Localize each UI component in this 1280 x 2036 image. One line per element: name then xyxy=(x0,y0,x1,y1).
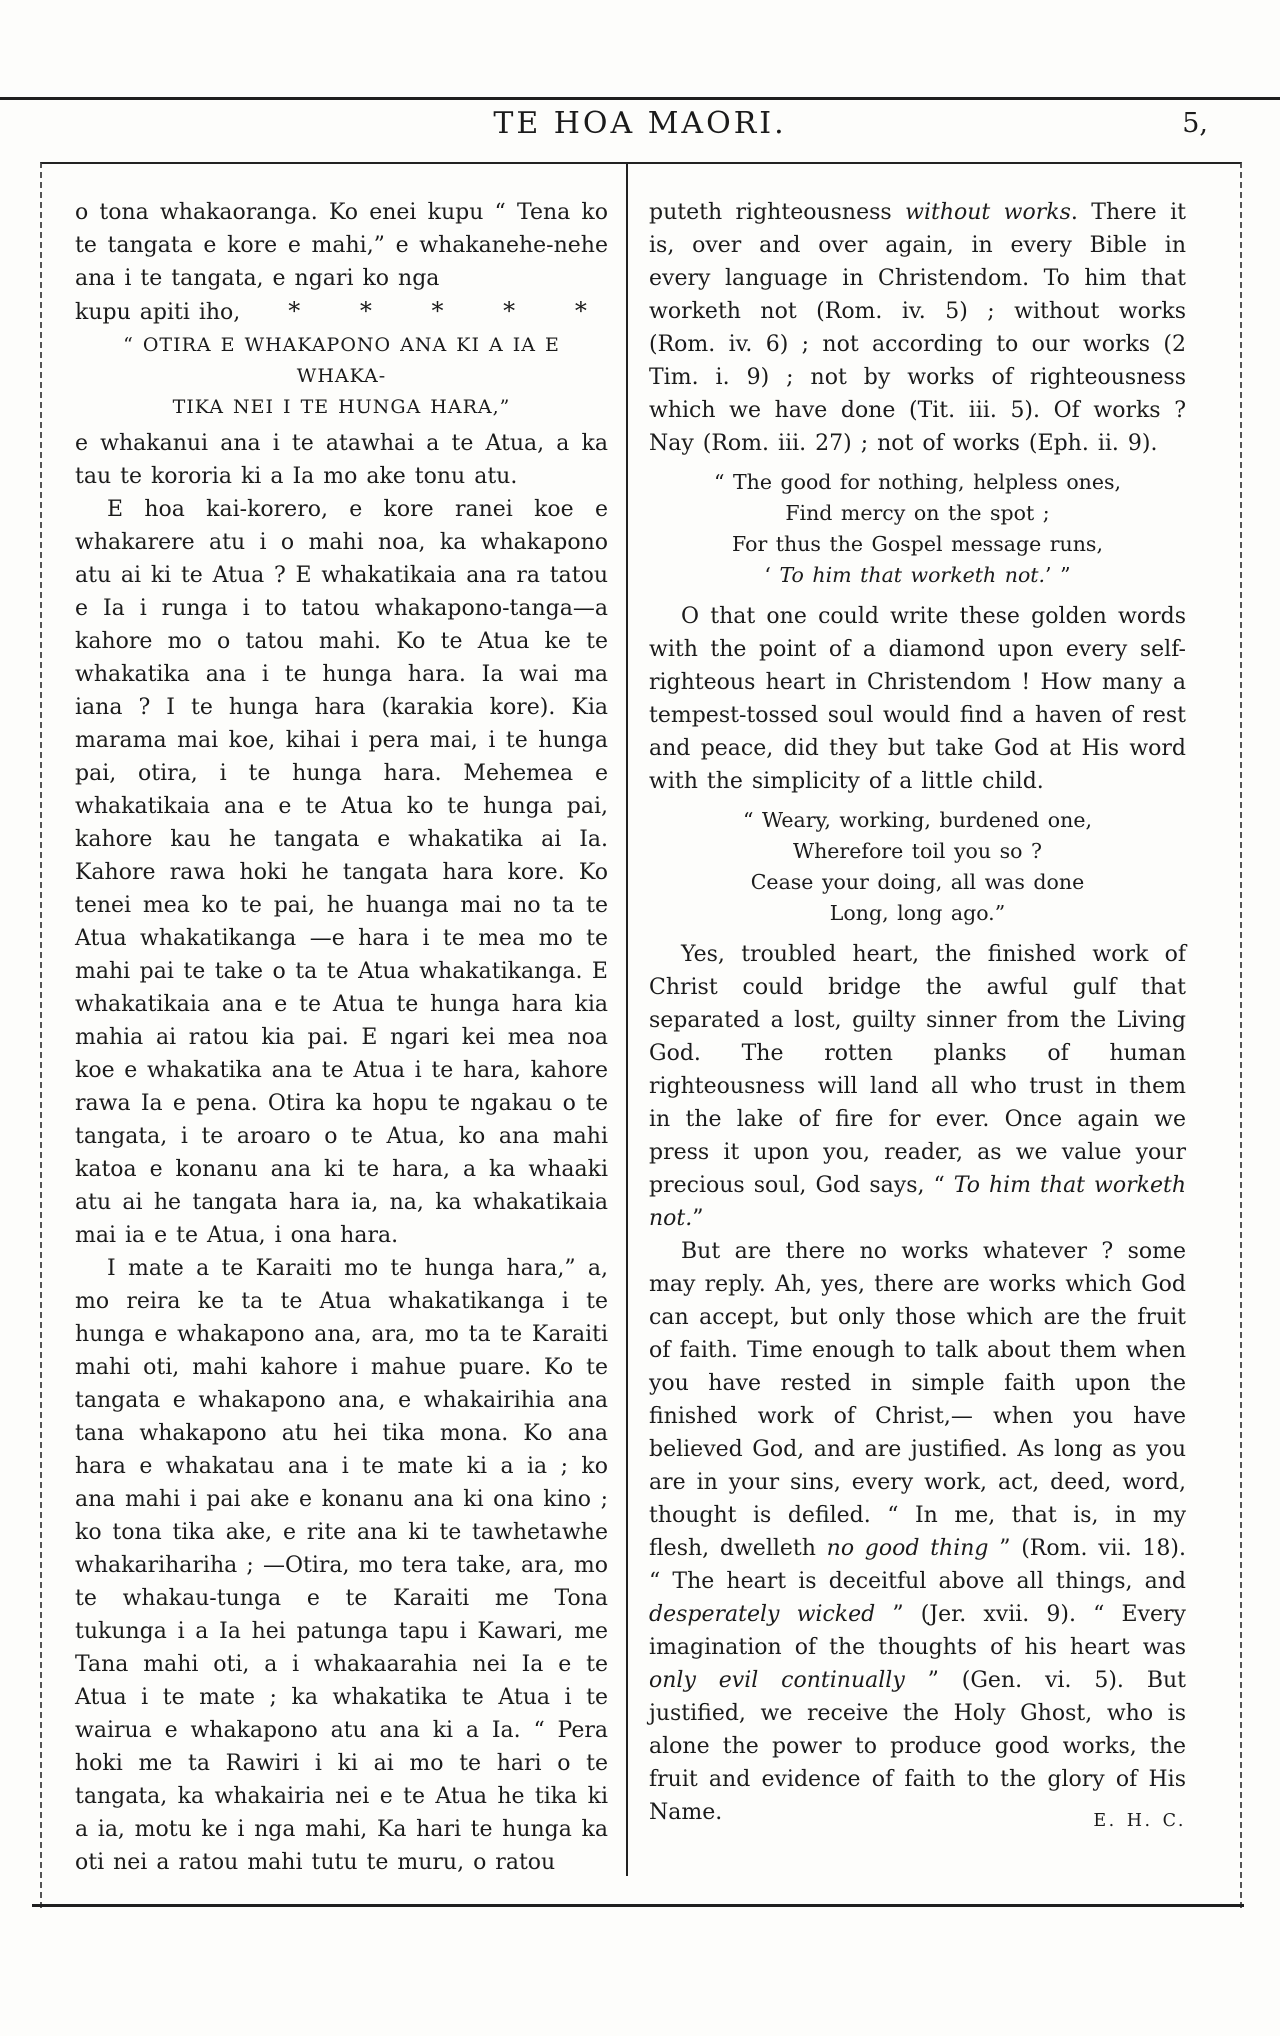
paragraph-maori-e-hoa: E hoa kai-korero, e kore ranei koe e whakarere atu i o mahi noa, ka whakapono atu ai ki te Atua ? E whakatikaia ana ra tatou e Ia i runga i to tatou whakapono-tanga—a kahore mo o tatou mahi. Ko te Atua ke te whakatika ana i te hunga hara. Ia wai ma iana ? I te hunga hara (karakia kore). Kia marama mai koe, kihai i pera mai, i te hunga pai, otira, i te hunga hara. Mehemea e whakatikaia ana e te Atua ko te hunga pai, kahore kau he tangata e whakatika ai Ia. Kahore rawa hoki he tangata hara kore. Ko tenei mea ko te pai, he huanga mai no ta te Atua whakatikanga —e hara i te mea mo te mahi pai te take o ta te Atua whakatikanga. E whakatikaia ana e te Atua te hunga hara kia mahia ai ratou kia pai. E ngari kei mea noa koe e whakatika ana te Atua i te hara, kahore rawa Ia e pena. Otira ka hopu te ngakau o te tangata, i te aroaro o te Atua, ko ana mahi katoa e konanu ana ki te hara, a ka whaaki atu ai he tangata hara ia, na, ka whakatikaia mai ia e te Atua, i ona hara. xyxy=(75,497,608,1248)
paragraph-maori-continuation: o tona whakaoranga. Ko enei kupu “ Tena ko te tangata e kore e mahi,” e whakanehe-nehe ana i te tangata, e ngari ko nga xyxy=(75,200,608,291)
paragraph-english-final xyxy=(649,1235,1186,1829)
paragraph-english-yes-troubled xyxy=(649,938,1186,1235)
poem-line: Wherefore toil you so ? xyxy=(793,839,1042,863)
poem-line: Long, long ago.” xyxy=(829,901,1006,925)
header-top-rule xyxy=(0,97,1280,100)
paragraph-text: But are there no works whatever ? some may reply. Ah, yes, there are works which God can accept, but only those which are the fruit of faith. Time enough to talk about them when you have rested in simple faith upon the finished work of Christ,— when you have believed God, and are justified. As long as you are in your sins, every work, act, deed, word, thought is defiled. “ In me, that is, in my flesh, dwelleth no good thing ” (Rom. vii. 18). “ The heart is deceitful above all things, and desperately wicked ” (Jer. xvii. 9). “ Every imagination of the thoughts of his heart was only evil continually ” (Gen. vi. 5). But justified, we receive the Holy Ghost, who is alone the power to produce good works, the fruit and evidence of faith to the glory of His Name. xyxy=(649,1239,1186,1825)
poem-line: “ Weary, working, burdened one, xyxy=(742,808,1092,832)
paragraph-text: Yes, troubled heart, the finished work of Christ could bridge the awful gulf that separated a lost, guilty sinner from the Living God. The rotten planks of human righteousness will land all who trust in them in the lake of fire for ever. Once again we press it upon you, reader, as we value your precious soul, God says, “ To him that worketh not.” xyxy=(649,942,1186,1231)
smallcaps-heading xyxy=(75,330,608,423)
footer-rule xyxy=(32,1904,1244,1907)
page-title: TE HOA MAORI. xyxy=(493,106,787,141)
paragraph-english-golden-words: O that one could write these golden words with the point of a diamond upon every self-righteous heart in Christendom ! How many a tempest-tossed soul would find a haven of rest and peace, did they but take God at His word with the simplicity of a little child. xyxy=(649,604,1186,794)
stars-row-label: kupu apiti iho, xyxy=(75,300,241,325)
asterisk-separator: * * * * * xyxy=(288,297,587,325)
smallcaps-heading-line-1: “ OTIRA E WHAKAPONO ANA KI A IA E WHAKA- xyxy=(123,334,560,387)
paragraph-maori-i-mate: I mate a te Karaiti mo te hunga hara,” a, mo reira ke ta te Atua whakatikanga i te hunga e whakapono ana, ara, mo ta te Karaiti mahi oti, mahi kahore i mahue puare. Ko te tangata e whakapono ana, e whakairihia ana tana whakapono atu hei tika mona. Ko ana hara e whakatau ana i te mate ki a ia ; ko ana mahi i pai ake e konanu ana ki ona kino ; ko tona tika ake, e rite ana ki te tawhetawhe whakarihariha ; —Otira, mo tera take, ara, mo te whakau-tunga e te Karaiti me Tona tukunga i a Ia hei patunga tapu i Kawari, me Tana mahi oti, a i whakaarahia nei Ia e te Atua i te mate ; ka whakatika te Atua i te wairua e whakapono atu ana ki a Ia. “ Pera hoki me ta Rawiri i ki ai mo te hari o te tangata, ka whakairia nei e te Atua he tika ki a ia, motu ke i nga mahi, Ka hari te hunga ka oti nei a ratou mahi tutu te muru, o ratou xyxy=(75,1256,608,1875)
poem-line: Find mercy on the spot ; xyxy=(785,501,1050,525)
author-initials: E. H. C. xyxy=(1093,1811,1186,1831)
paragraph-english-continuation xyxy=(649,196,1186,460)
poem-line: “ The good for nothing, helpless ones, xyxy=(713,470,1122,494)
left-column-maori xyxy=(75,196,608,1879)
poem-quote-2 xyxy=(649,805,1186,929)
poem-line: For thus the Gospel message runs, xyxy=(732,532,1103,556)
page-number: 5, xyxy=(1182,108,1208,139)
smallcaps-heading-line-2: TIKA NEI I TE HUNGA HARA,” xyxy=(172,396,511,418)
poem-quote-1 xyxy=(649,467,1186,591)
column-divider-rule xyxy=(626,164,628,1876)
stars-row xyxy=(75,295,608,329)
right-column-english xyxy=(649,196,1186,1838)
poem-line: ‘ To him that worketh not.’ ” xyxy=(764,563,1071,587)
poem-line: Cease your doing, all was done xyxy=(750,870,1085,894)
paragraph-text: puteth righteousness without works. There it is, over and over again, in every Bible in every language in Christendom. To him that worketh not (Rom. iv. 5) ; without works (Rom. iv. 6) ; not according to our works (2 Tim. i. 9) ; not by works of righteousness which we have done (Tit. iii. 5). Of works ? Nay (Rom. iii. 27) ; not of works (Eph. ii. 9). xyxy=(649,200,1187,456)
paragraph-maori-after-heading: e whakanui ana i te atawhai a te Atua, a ka tau te kororia ki a Ia mo ake tonu atu. xyxy=(75,431,608,489)
